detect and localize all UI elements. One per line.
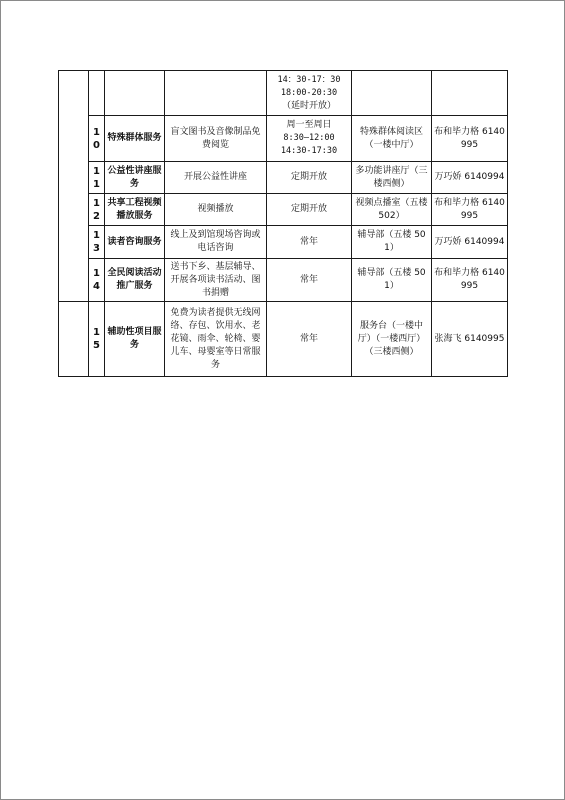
open-time xyxy=(267,71,352,116)
service-location: 视频点播室（五楼 502） xyxy=(352,194,432,226)
service-item: 开展公益性讲座 xyxy=(165,162,267,194)
open-time: 定期开放 xyxy=(267,162,352,194)
service-location: 特殊群体阅读区（一楼中厅） xyxy=(352,116,432,162)
contact: 布和毕力格 6140995 xyxy=(432,194,508,226)
contact: 布和毕力格 6140995 xyxy=(432,259,508,302)
time-line: 周一至周日 xyxy=(286,120,332,130)
time-line: 18:00-20:30 xyxy=(280,87,338,98)
row-number: 13 xyxy=(89,226,105,259)
service-item: 免费为读者提供无线网络、存包、饮用水、老花镜、雨伞、轮椅、婴儿车、母婴室等日常服务 xyxy=(165,302,267,377)
row-number: 12 xyxy=(89,194,105,226)
table-row xyxy=(59,226,508,259)
row-number: 14 xyxy=(89,259,105,302)
service-name: 辅助性项目服务 xyxy=(105,302,165,377)
open-time xyxy=(267,116,352,162)
service-name: 全民阅读活动推广服务 xyxy=(105,259,165,302)
table-row xyxy=(59,194,508,226)
service-item: 送书下乡、基层辅导、开展各项读书活动、图书捐赠 xyxy=(165,259,267,302)
service-name: 公益性讲座服务 xyxy=(105,162,165,194)
open-time: 常年 xyxy=(267,226,352,259)
time-line: （延时开放） xyxy=(281,100,336,111)
row-number: 15 xyxy=(89,302,105,377)
table-row xyxy=(59,302,508,377)
group-cell xyxy=(59,302,89,377)
contact: 万巧娇 6140994 xyxy=(432,226,508,259)
row-number: 10 xyxy=(89,116,105,162)
service-item xyxy=(165,71,267,116)
service-location: 辅导部（五楼 501） xyxy=(352,259,432,302)
table-row xyxy=(59,71,508,116)
service-item: 线上及到馆现场咨询或电话咨询 xyxy=(165,226,267,259)
service-item: 视频播放 xyxy=(165,194,267,226)
row-number: 11 xyxy=(89,162,105,194)
contact: 万巧娇 6140994 xyxy=(432,162,508,194)
service-location xyxy=(352,71,432,116)
contact xyxy=(432,71,508,116)
group-cell xyxy=(59,71,89,302)
table-row xyxy=(59,259,508,302)
open-time: 常年 xyxy=(267,259,352,302)
service-name: 共享工程视频播放服务 xyxy=(105,194,165,226)
service-location: 多功能讲座厅（三楼西侧） xyxy=(352,162,432,194)
time-line: 8:30—12:00 xyxy=(283,133,335,143)
contact: 布和毕力格 6140995 xyxy=(432,116,508,162)
table-row xyxy=(59,116,508,162)
row-number xyxy=(89,71,105,116)
service-table xyxy=(58,70,508,377)
time-line: 14:30-17:30 xyxy=(280,146,338,156)
time-line: 14：30-17：30 xyxy=(277,74,341,85)
open-time: 常年 xyxy=(267,302,352,377)
service-name xyxy=(105,71,165,116)
table-row xyxy=(59,162,508,194)
contact: 张海飞 6140995 xyxy=(432,302,508,377)
service-name: 读者咨询服务 xyxy=(105,226,165,259)
service-item: 盲文图书及音像制品免费阅览 xyxy=(165,116,267,162)
service-location: 服务台（一楼中厅）（一楼西厅）（三楼西侧） xyxy=(352,302,432,377)
service-name: 特殊群体服务 xyxy=(105,116,165,162)
open-time: 定期开放 xyxy=(267,194,352,226)
service-location: 辅导部（五楼 501） xyxy=(352,226,432,259)
